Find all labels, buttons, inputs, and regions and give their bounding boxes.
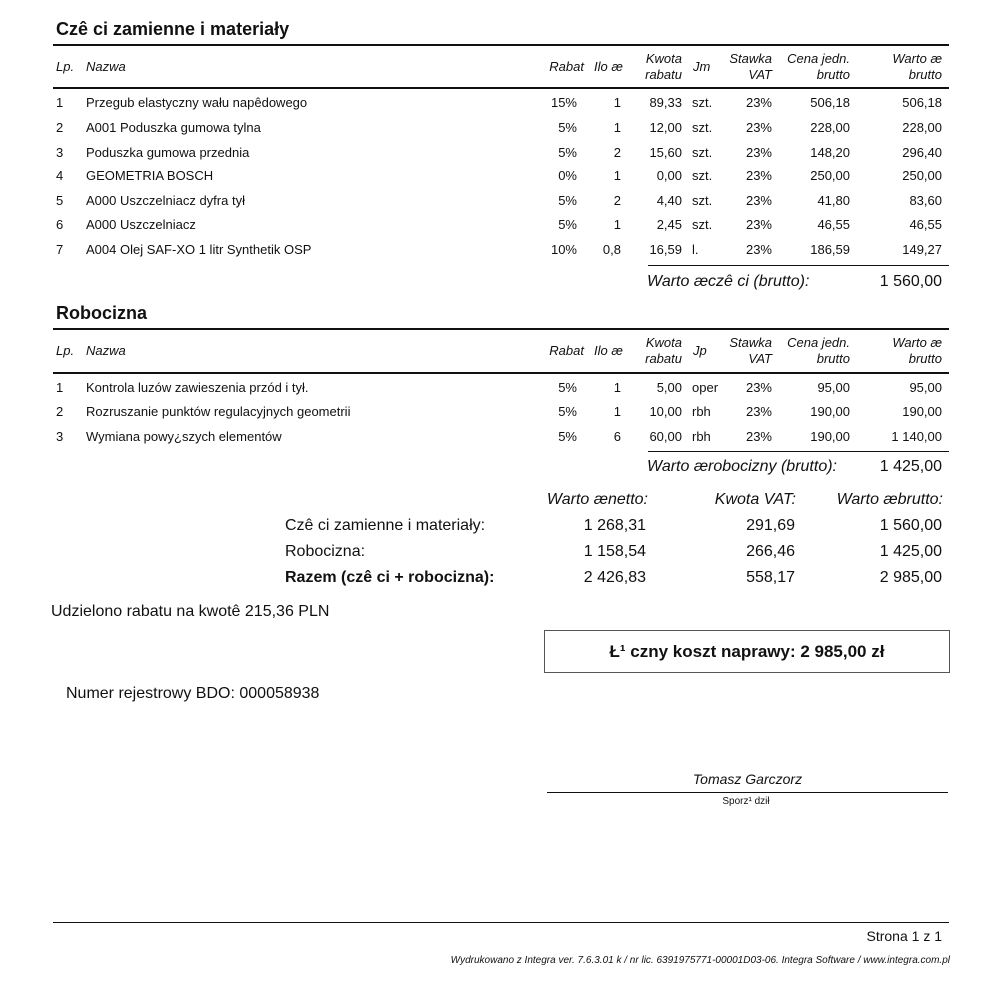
- cell-cena: 148,20: [810, 145, 850, 160]
- cell-lp: 4: [56, 168, 64, 183]
- cell-cena: 190,00: [810, 404, 850, 419]
- cell-cena: 186,59: [810, 242, 850, 257]
- cell-ilosc: 0,8: [602, 242, 621, 257]
- cell-jm: szt.: [692, 193, 713, 208]
- cell-nazwa: Wymiana powy¿szych elementów: [86, 429, 282, 444]
- cell-rabat: 5%: [558, 380, 577, 395]
- header-vat-2: VAT: [748, 351, 772, 366]
- cell-wartosc: 83,60: [909, 193, 942, 208]
- header-lp: Lp.: [56, 343, 75, 358]
- cell-vat: 23%: [745, 95, 772, 110]
- cell-vat: 23%: [745, 242, 772, 257]
- cell-ilosc: 1: [613, 404, 621, 419]
- cell-jm: szt.: [692, 217, 713, 232]
- cell-nazwa: A000 Uszczelniacz: [86, 217, 196, 232]
- cell-vat: 23%: [745, 217, 772, 232]
- header-ilosc: Ilo æ: [594, 59, 623, 74]
- header-wartosc-1: Warto æ: [892, 335, 942, 350]
- total-cost-box: [544, 630, 950, 673]
- parts-section-title: Czê ci zamienne i materiały: [56, 19, 290, 39]
- cell-cena: 228,00: [810, 120, 850, 135]
- cell-rabat: 5%: [558, 429, 577, 444]
- cell-cena: 95,00: [817, 380, 850, 395]
- summary-netto: 2 426,83: [583, 569, 646, 586]
- header-cena-2: brutto: [816, 351, 850, 366]
- cell-lp: 3: [56, 145, 64, 160]
- cell-wartosc: 149,27: [902, 242, 942, 257]
- header-rabat: Rabat: [549, 343, 584, 358]
- cell-vat: 23%: [745, 404, 772, 419]
- cell-vat: 23%: [745, 168, 772, 183]
- cell-ilosc: 2: [613, 145, 621, 160]
- cell-rabat: 5%: [558, 217, 577, 232]
- summary-header-brutto: Warto æbrutto:: [836, 491, 943, 508]
- summary-brutto: 2 985,00: [879, 569, 942, 586]
- cell-nazwa: A001 Poduszka gumowa tylna: [86, 120, 261, 135]
- cell-rabat: 15%: [550, 95, 577, 110]
- summary-header-vat: Kwota VAT:: [714, 491, 796, 508]
- cell-wartosc: 228,00: [902, 120, 942, 135]
- cell-ilosc: 1: [613, 120, 621, 135]
- cell-wartosc: 296,40: [902, 145, 942, 160]
- labor-total-label: Warto ærobocizny (brutto):: [647, 458, 837, 475]
- cell-rabat: 5%: [558, 404, 577, 419]
- cell-nazwa: Rozruszanie punktów regulacyjnych geometrii: [86, 404, 351, 419]
- header-rabat: Rabat: [549, 59, 584, 74]
- cell-lp: 2: [56, 120, 64, 135]
- summary-netto: 1 268,31: [583, 517, 646, 534]
- cell-rabat: 5%: [558, 193, 577, 208]
- cell-jm: szt.: [692, 120, 713, 135]
- cell-wartosc: 46,55: [909, 217, 942, 232]
- cell-kwota: 89,33: [649, 95, 682, 110]
- labor-header-rule: [53, 372, 949, 374]
- cell-kwota: 12,00: [649, 120, 682, 135]
- printed-by: Wydrukowano z Integra ver. 7.6.3.01 k / nr lic. 6391975771-00001D03-06. Integra Software / www.integra.com.pl: [450, 955, 950, 966]
- cell-nazwa: Kontrola luzów zawieszenia przód i tył.: [86, 380, 309, 395]
- header-vat-1: Stawka: [729, 335, 772, 350]
- cell-wartosc: 506,18: [902, 95, 942, 110]
- cell-rabat: 5%: [558, 120, 577, 135]
- footer-rule: [53, 922, 949, 923]
- labor-total-value: 1 425,00: [879, 458, 942, 475]
- parts-header-rule: [53, 87, 949, 89]
- summary-vat: 266,46: [746, 543, 795, 560]
- cell-jm: l.: [692, 242, 699, 257]
- summary-label: Razem (czê ci + robocizna):: [285, 569, 495, 586]
- cell-ilosc: 1: [613, 95, 621, 110]
- header-wartosc-2: brutto: [908, 67, 942, 82]
- cell-rabat: 10%: [550, 242, 577, 257]
- cell-nazwa: GEOMETRIA BOSCH: [86, 168, 214, 183]
- cell-nazwa: A004 Olej SAF-XO 1 litr Synthetik OSP: [86, 242, 312, 257]
- cell-wartosc: 95,00: [909, 380, 942, 395]
- summary-header-netto: Warto ænetto:: [546, 491, 648, 508]
- cell-lp: 7: [56, 242, 64, 257]
- cell-cena: 41,80: [817, 193, 850, 208]
- header-kwota-1: Kwota: [645, 335, 682, 350]
- header-nazwa: Nazwa: [86, 343, 126, 358]
- cell-nazwa: A000 Uszczelniacz dyfra tył: [86, 193, 245, 208]
- header-jp: Jp: [693, 343, 707, 358]
- header-cena-1: Cena jedn.: [787, 51, 850, 66]
- summary-vat: 291,69: [746, 517, 795, 534]
- cell-ilosc: 1: [613, 217, 621, 232]
- parts-total-rule: [648, 265, 949, 266]
- summary-label: Robocizna:: [285, 543, 366, 560]
- header-lp: Lp.: [56, 59, 75, 74]
- cell-jm: rbh: [692, 404, 711, 419]
- cell-vat: 23%: [745, 145, 772, 160]
- signature-role: Sporz¹ dził: [722, 796, 770, 807]
- cell-kwota: 2,45: [656, 217, 682, 232]
- labor-top-rule: [53, 328, 949, 330]
- cell-lp: 1: [56, 380, 64, 395]
- cell-nazwa: Przegub elastyczny wału napêdowego: [86, 95, 308, 110]
- cell-kwota: 15,60: [649, 145, 682, 160]
- parts-total-label: Warto æczê ci (brutto):: [647, 273, 810, 290]
- cell-vat: 23%: [745, 120, 772, 135]
- cell-vat: 23%: [745, 429, 772, 444]
- header-cena-1: Cena jedn.: [787, 335, 850, 350]
- summary-brutto: 1 425,00: [879, 543, 942, 560]
- cell-lp: 3: [56, 429, 64, 444]
- cell-cena: 190,00: [810, 429, 850, 444]
- summary-brutto: 1 560,00: [879, 517, 942, 534]
- header-vat-1: Stawka: [729, 51, 772, 66]
- signature-name: Tomasz Garczorz: [692, 771, 803, 787]
- cell-kwota: 16,59: [649, 242, 682, 257]
- cell-ilosc: 6: [613, 429, 621, 444]
- cell-cena: 46,55: [817, 217, 850, 232]
- cell-jm: szt.: [692, 168, 713, 183]
- cell-kwota: 10,00: [649, 404, 682, 419]
- cell-lp: 5: [56, 193, 64, 208]
- cell-rabat: 5%: [558, 145, 577, 160]
- cell-lp: 1: [56, 95, 64, 110]
- header-kwota-2: rabatu: [645, 351, 682, 366]
- cell-kwota: 5,00: [656, 380, 682, 395]
- signature-line: [547, 792, 948, 793]
- cell-lp: 2: [56, 404, 64, 419]
- cell-nazwa: Poduszka gumowa przednia: [86, 145, 250, 160]
- labor-section-title: Robocizna: [56, 303, 148, 323]
- cell-ilosc: 1: [613, 168, 621, 183]
- cell-cena: 506,18: [810, 95, 850, 110]
- cell-ilosc: 1: [613, 380, 621, 395]
- cell-jm: szt.: [692, 145, 713, 160]
- cell-lp: 6: [56, 217, 64, 232]
- cell-kwota: 60,00: [649, 429, 682, 444]
- header-vat-2: VAT: [748, 67, 772, 82]
- summary-vat: 558,17: [746, 569, 795, 586]
- header-kwota-2: rabatu: [645, 67, 682, 82]
- summary-label: Czê ci zamienne i materiały:: [285, 517, 486, 534]
- cell-vat: 23%: [745, 380, 772, 395]
- header-cena-2: brutto: [816, 67, 850, 82]
- cell-wartosc: 190,00: [902, 404, 942, 419]
- labor-total-rule: [648, 451, 949, 452]
- cell-kwota: 0,00: [656, 168, 682, 183]
- cell-rabat: 0%: [558, 168, 577, 183]
- cell-wartosc: 250,00: [902, 168, 942, 183]
- cell-kwota: 4,40: [656, 193, 682, 208]
- cell-cena: 250,00: [810, 168, 850, 183]
- header-jm: Jm: [693, 59, 711, 74]
- cell-vat: 23%: [745, 193, 772, 208]
- header-ilosc: Ilo æ: [594, 343, 623, 358]
- header-kwota-1: Kwota: [645, 51, 682, 66]
- cell-jm: rbh: [692, 429, 711, 444]
- parts-top-rule: [53, 44, 949, 46]
- page-number: Strona 1 z 1: [866, 928, 942, 944]
- header-wartosc-2: brutto: [908, 351, 942, 366]
- cell-wartosc: 1 140,00: [891, 429, 942, 444]
- cell-ilosc: 2: [613, 193, 621, 208]
- cell-jm: szt.: [692, 95, 713, 110]
- cell-jm: oper: [692, 380, 719, 395]
- header-nazwa: Nazwa: [86, 59, 126, 74]
- bdo-number: Numer rejestrowy BDO: 000058938: [66, 685, 320, 702]
- header-wartosc-1: Warto æ: [892, 51, 942, 66]
- total-cost-text: Ł¹ czny koszt naprawy: 2 985,00 zł: [609, 641, 885, 661]
- summary-netto: 1 158,54: [583, 543, 646, 560]
- discount-text: Udzielono rabatu na kwotê 215,36 PLN: [51, 603, 330, 620]
- parts-total-value: 1 560,00: [879, 273, 942, 290]
